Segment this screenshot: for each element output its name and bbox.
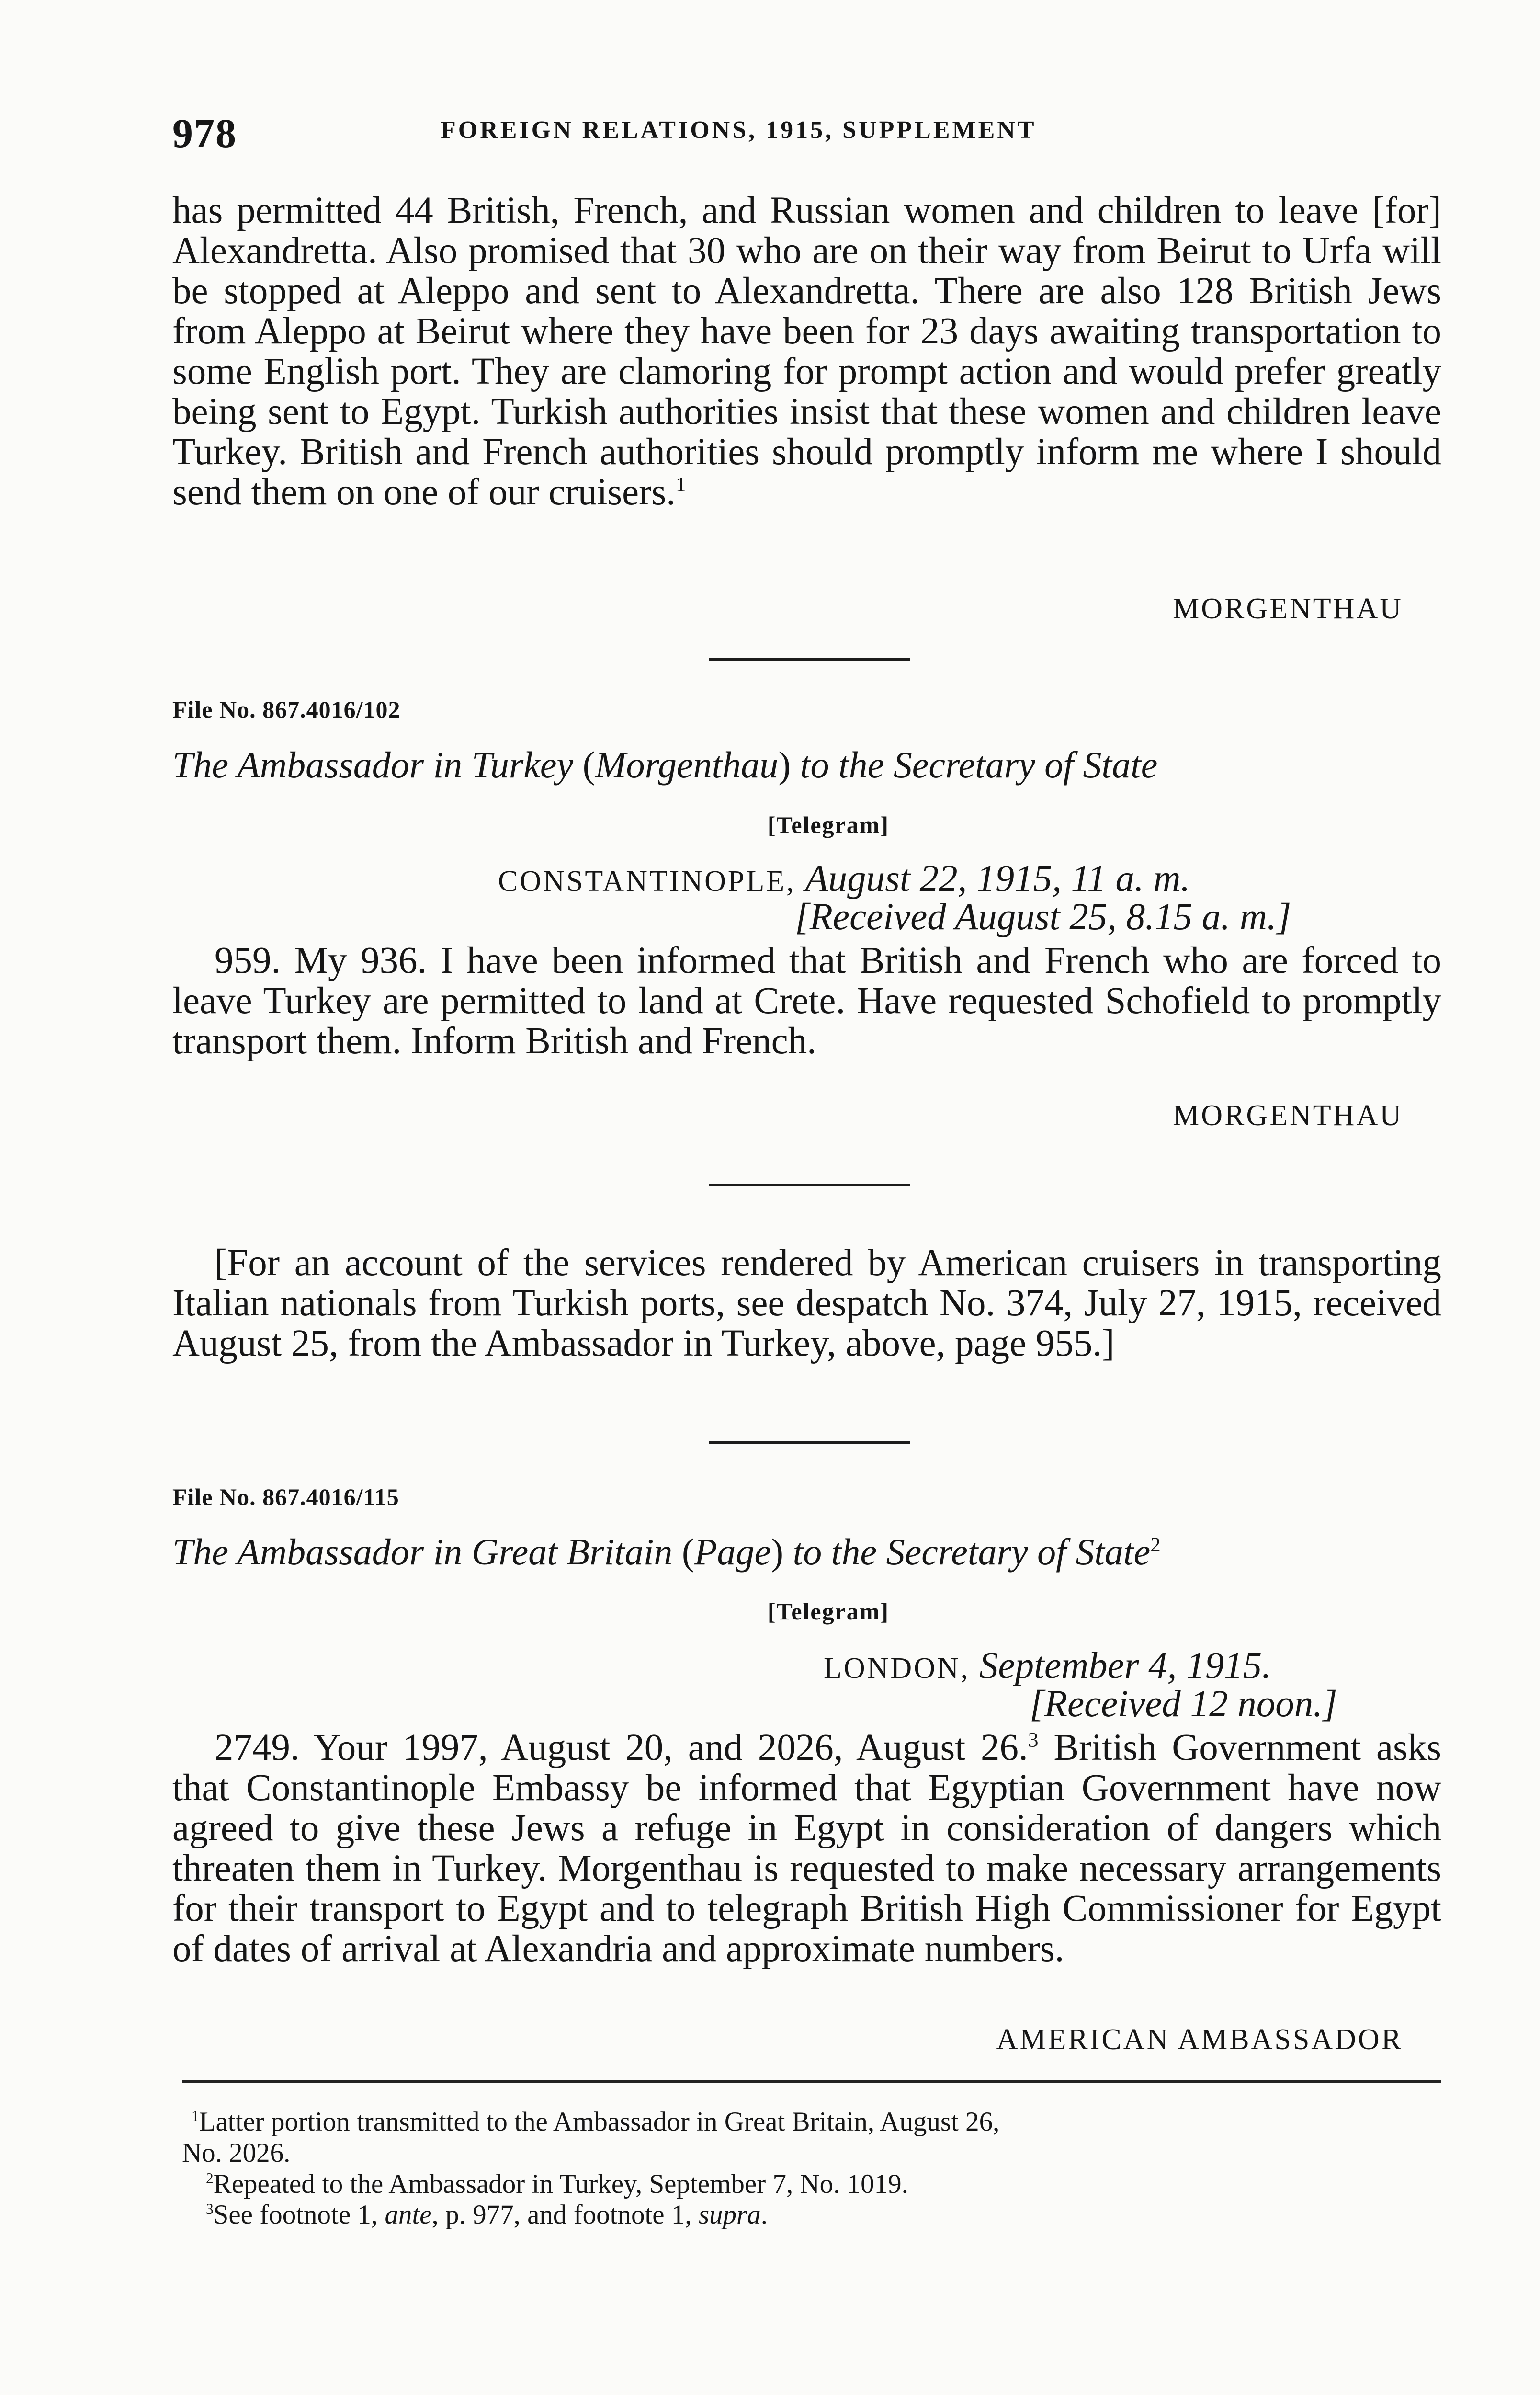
section-divider (709, 1441, 910, 1444)
doc1-signature (862, 592, 1403, 626)
doc3-title-b: to the Secretary of State (793, 1531, 1151, 1573)
doc3-signature (814, 2023, 1403, 2057)
footnote-mark: 2 (206, 2170, 214, 2187)
footnote-ref: 3 (1028, 1728, 1039, 1752)
doc1-body (172, 191, 1441, 513)
section-divider (709, 1184, 910, 1186)
doc3-title-a: The Ambassador in Great Britain (172, 1531, 673, 1573)
footnote-ref: 2 (1150, 1534, 1161, 1556)
footnote-3-text: , p. 977, and footnote 1, (431, 2200, 699, 2230)
doc3-received: [Received 12 noon.] (1030, 1683, 1337, 1725)
footnote-1-text: Latter portion transmitted to the Ambassador in Great Britain, August 26, (199, 2107, 1000, 2137)
doc3-body (172, 1728, 1441, 1969)
footnote-2-text: Repeated to the Ambassador in Turkey, September 7, No. 1019. (213, 2169, 908, 2199)
doc3-dateline (824, 1644, 1271, 1688)
paren: ) (778, 744, 791, 786)
doc2-telegram-label: [Telegram] (767, 811, 890, 838)
doc3-signature-text: AMERICAN AMBASSADOR (996, 2023, 1403, 2056)
doc3-title-name: Page (694, 1531, 771, 1573)
doc2-date: August 22, 1915, 11 a. m. (805, 858, 1190, 900)
footnote-mark: 1 (192, 2108, 199, 2124)
doc2-title-b: to the Secretary of State (800, 744, 1158, 786)
footnote-1 (192, 2107, 999, 2137)
doc3-place: LONDON, (824, 1652, 970, 1685)
doc3-body-b: British Government asks that Constantinople Embassy be informed that Egyptian Government have now agreed to give these Jews a refuge in Egypt in consideration of dangers which threaten them in Turkey. Morgenthau is requested to make necessary arrangements for their transport to Egypt and to telegraph British High Commissioner for Egypt of dates of arrival at Alexandria and approximate numbers. (172, 1727, 1442, 1970)
doc2-title (172, 743, 1157, 787)
doc3-body-a: 2749. Your 1997, August 20, and 2026, August 26. (215, 1727, 1028, 1768)
doc2-dateline (498, 857, 1190, 901)
doc1-body-text: has permitted 44 British, French, and Russian women and children to leave [for] Alexandretta. Also promised that 30 who are on their way from Beirut to Urfa will be stopped at Aleppo and sent to Alexandretta. There are also 128 British Jews from Aleppo at Beirut where they have been for 23 days awaiting transportation to some English port. They are clamoring for prompt action and would prefer greatly being sent to Egypt. Turkish authorities insist that these women and children leave Turkey. British and French authorities should promptly inform me where I should send them on one of our cruisers. (172, 190, 1441, 513)
footnote-3 (206, 2200, 768, 2230)
page-number: 978 (172, 110, 237, 156)
paren: ( (582, 744, 595, 786)
doc2-signature-text: MORGENTHAU (1173, 1099, 1403, 1132)
footnote-1-cont: No. 2026. (182, 2138, 291, 2168)
doc2-signature (862, 1099, 1403, 1133)
editorial-note: [For an account of the services rendered by American cruisers in transporting Italian nationals from Turkish ports, see despatch No. 374, July 27, 1915, received August 25, from the Ambassador in Turkey, above, page 955.] (172, 1242, 1441, 1364)
doc3-title (172, 1530, 1161, 1574)
footnote-mark: 3 (206, 2201, 214, 2217)
doc2-title-a: The Ambassador in Turkey (172, 744, 574, 786)
doc2-title-name: Morgenthau (595, 744, 779, 786)
doc3-file-no: File No. 867.4016/115 (172, 1483, 399, 1510)
paren: ( (681, 1531, 694, 1573)
doc2-file-no: File No. 867.4016/102 (172, 696, 401, 723)
page-header (172, 109, 1441, 162)
doc3-date: September 4, 1915. (979, 1645, 1271, 1687)
footnote-2 (206, 2169, 908, 2200)
footnote-ref: 1 (675, 473, 686, 496)
running-head: FOREIGN RELATIONS, 1915, SUPPLEMENT (441, 116, 1037, 144)
section-divider (709, 658, 910, 661)
doc3-telegram-label: [Telegram] (767, 1598, 890, 1625)
doc2-body: 959. My 936. I have been informed that British and French who are forced to leave Turkey are permitted to land at Crete. Have requested Schofield to promptly transport them. Inform British and French. (172, 940, 1441, 1062)
doc1-signature-text: MORGENTHAU (1173, 593, 1403, 625)
footnote-rule (182, 2080, 1441, 2083)
footnote-3-text: See footnote 1, (213, 2200, 385, 2230)
paren: ) (771, 1531, 784, 1573)
footnote-3-ante: ante (385, 2200, 432, 2230)
footnote-3-supra: supra (698, 2200, 761, 2230)
doc2-received: [Received August 25, 8.15 a. m.] (795, 896, 1291, 938)
footnote-3-text: . (760, 2200, 768, 2230)
doc2-place: CONSTANTINOPLE, (498, 865, 796, 898)
